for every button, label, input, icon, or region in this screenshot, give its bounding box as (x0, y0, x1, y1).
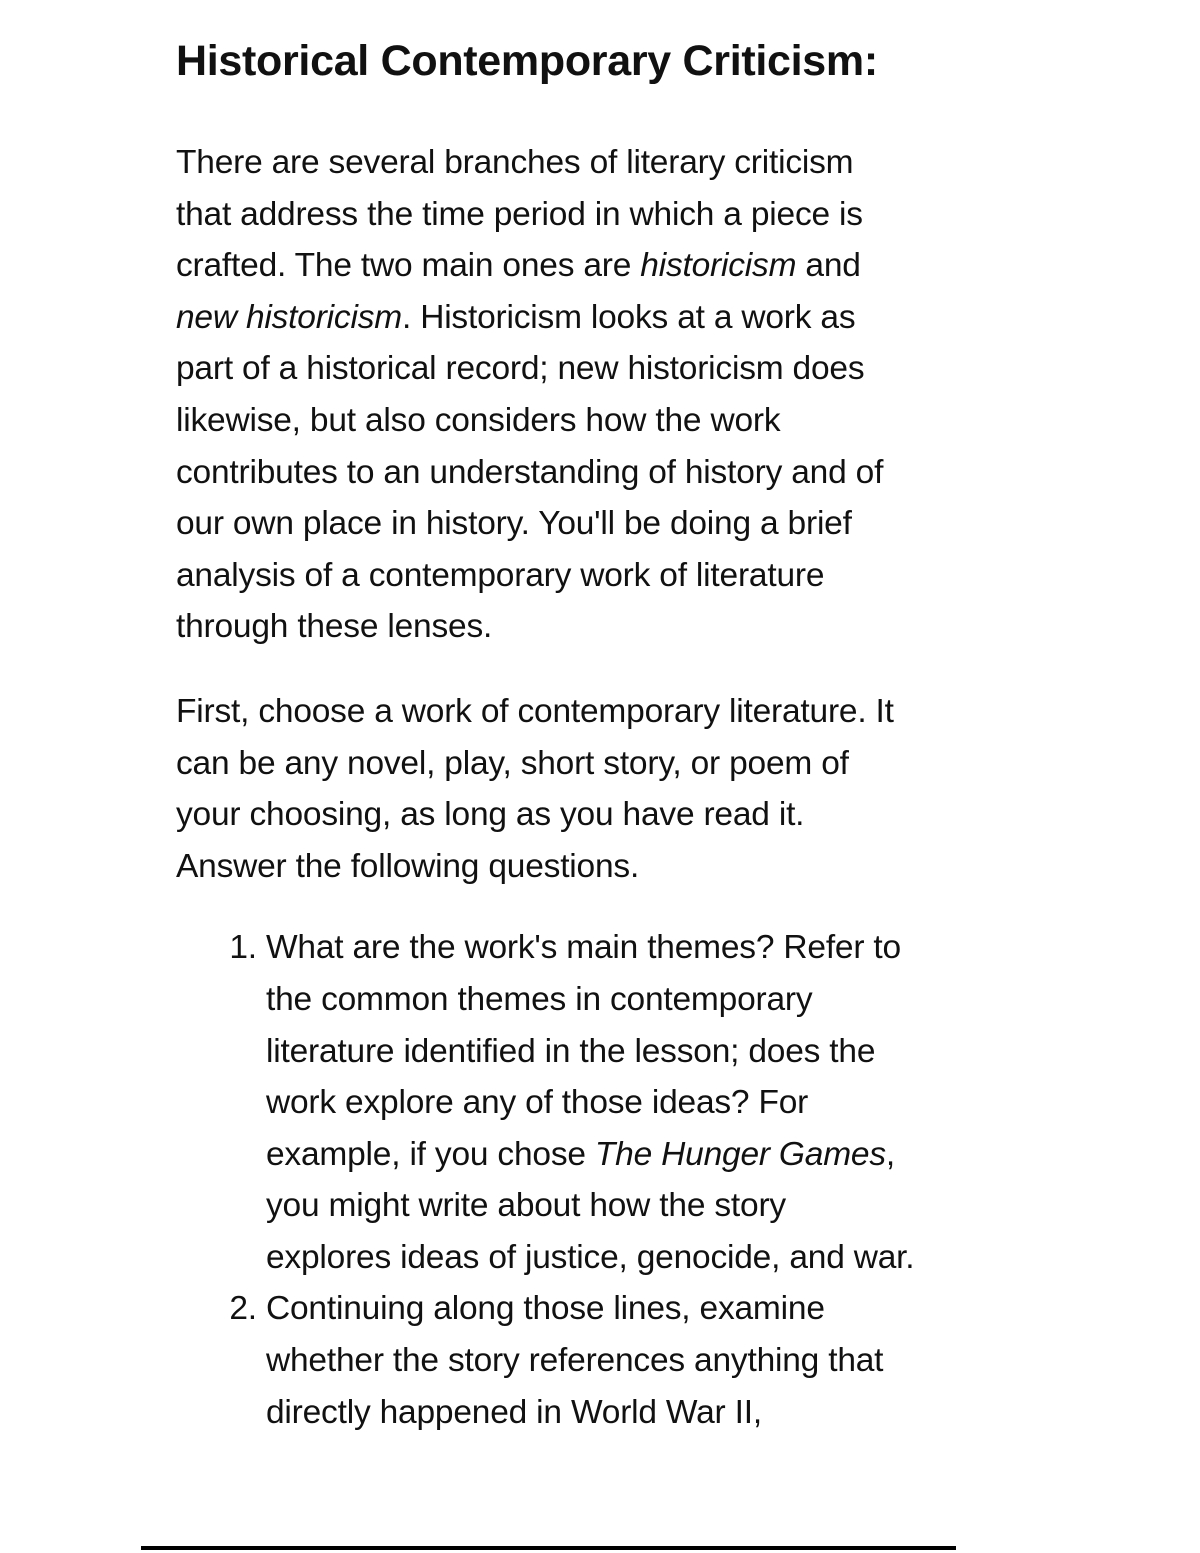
page-bottom-rule (141, 1546, 956, 1550)
intro-text-3: . Historicism looks at a work as part of a historical record; new historicism does likewise, but also considers how the work contributes to an understanding of history and of our own place in history. You'll be doing a brief analysis of a contemporary work of literature through these lenses. (176, 298, 884, 646)
question-1-text-1: What are the work's main themes? Refer to the common themes in contemporary literature identified in the lesson; does the work explore any of those ideas? For example, if you chose (266, 929, 901, 1173)
question-list (176, 922, 916, 1438)
instructions-paragraph: First, choose a work of contemporary literature. It can be any novel, play, short story, or poem of your choosing, as long as you have read it. Answer the following questions. (176, 692, 894, 885)
intro-paragraph (176, 137, 916, 653)
list-item (266, 922, 916, 1283)
list-item (266, 1283, 916, 1438)
term-new-historicism: new historicism (176, 298, 402, 336)
document-page (176, 30, 916, 1438)
term-historicism: historicism (640, 247, 797, 285)
page-title: Historical Contemporary Criticism: (176, 37, 878, 85)
intro-text-1: There are several branches of literary criticism that address the time period in which a piece is crafted. The two main ones are (176, 144, 863, 285)
question-1-text-2: , you might write about how the story explores ideas of justice, genocide, and war. (266, 1135, 915, 1276)
intro-text-2: and (796, 247, 861, 285)
question-2-text: Continuing along those lines, examine whether the story references anything that directly happened in World War II, (266, 1290, 884, 1431)
book-title: The Hunger Games (594, 1135, 886, 1173)
